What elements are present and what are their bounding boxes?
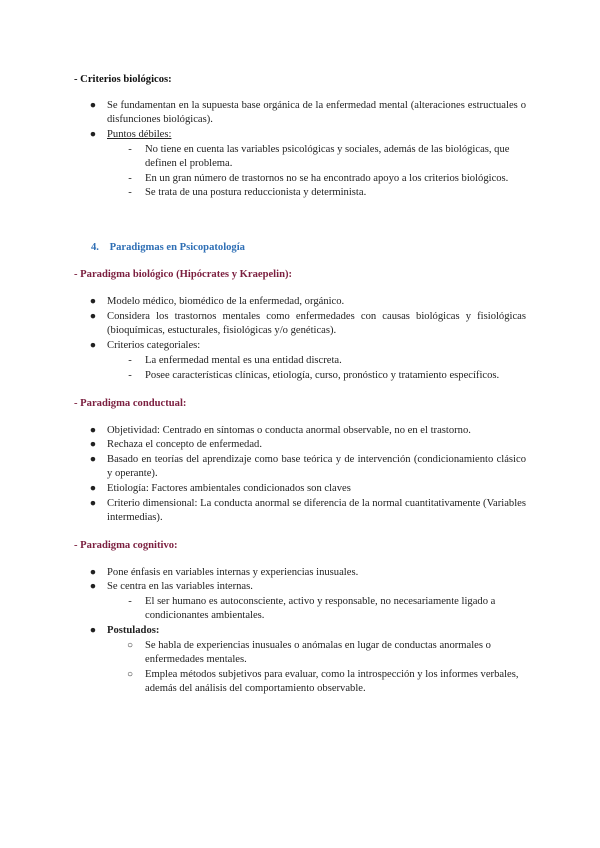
paradigma-conductual-heading: - Paradigma conductual: — [74, 398, 187, 409]
sub-list-item-text: No tiene en cuenta las variables psicológicas y sociales, además de las biológicas, que definen el problema. — [145, 144, 510, 169]
list-item-text: Criterios categoriales: — [107, 340, 201, 351]
list-item-text: Se fundamentan en la supuesta base orgánica de la enfermedad mental (alteraciones estructuales o disfunciones biológicas). — [107, 100, 526, 125]
bullet-icon: ● — [89, 311, 97, 322]
section-heading-paradigmas — [91, 241, 245, 255]
bullet-icon: ● — [89, 100, 97, 111]
bullet-icon: ● — [89, 567, 97, 578]
sub-list-item-text: La enfermedad mental es una entidad discreta. — [145, 355, 342, 366]
paradigma-cognitivo-heading: - Paradigma cognitivo: — [74, 540, 178, 551]
list-item-text: Criterio dimensional: La conducta anormal se diferencia de la normal cuantitativamente (Variables intermedias). — [107, 498, 526, 523]
dash-icon: - — [128, 187, 132, 198]
list-item-text: Modelo médico, biomédico de la enfermedad, orgánico. — [107, 296, 345, 307]
bullet-icon: ● — [89, 625, 97, 636]
paradigma-biologico-heading: - Paradigma biológico (Hipócrates y Kraepelin): — [74, 269, 293, 280]
dash-icon: - — [128, 370, 132, 381]
list-item-text: Se centra en las variables internas. — [107, 581, 253, 592]
list-item-text: Basado en teorías del aprendizaje como base teórica y de intervención (condicionamiento clásico y operante). — [107, 454, 526, 479]
section-number: 4. — [91, 242, 99, 253]
bullet-icon: ● — [89, 425, 97, 436]
bullet-icon: ● — [89, 483, 97, 494]
dash-icon: - — [128, 144, 132, 155]
list-item-text: Rechaza el concepto de enfermedad. — [107, 439, 262, 450]
sub-list-item-text: El ser humano es autoconsciente, activo y responsable, no necesariamente ligado a condicionantes ambientales. — [145, 596, 496, 621]
circle-icon: ○ — [126, 640, 134, 651]
list-item-text: Postulados: — [107, 625, 160, 636]
bullet-icon: ● — [89, 454, 97, 465]
list-item-text: Puntos débiles: — [107, 129, 172, 140]
list-item-text: Considera los trastornos mentales como enfermedades con causas biológicas y fisiológicas (bioquímicas, estucturales, fisiológicas y/o genéticas). — [107, 311, 526, 336]
bullet-icon: ● — [89, 129, 97, 140]
section-title: Paradigmas en Psicopatología — [109, 242, 245, 253]
list-item-text: Objetividad: Centrado en síntomas o conducta anormal observable, no en el trastorno. — [107, 425, 471, 436]
sub-list-item-text: Se trata de una postura reduccionista y determinista. — [145, 187, 367, 198]
bullet-icon: ● — [89, 439, 97, 450]
postulado-text: Emplea métodos subjetivos para evaluar, como la introspección y los informes verbales, además del análisis del comportamiento observable. — [145, 669, 519, 694]
criterios-biologicos-heading: - Criterios biológicos: — [74, 74, 172, 85]
bullet-icon: ● — [89, 581, 97, 592]
bullet-icon: ● — [89, 340, 97, 351]
sub-list-item-text: Posee características clínicas, etiología, curso, pronóstico y tratamiento específicos. — [145, 370, 500, 381]
list-item-text: Etiología: Factores ambientales condicionados son claves — [107, 483, 351, 494]
postulado-text: Se habla de experiencias inusuales o anómalas en lugar de conductas anormales o enfermedades mentales. — [145, 640, 491, 665]
list-item-text: Pone énfasis en variables internas y experiencias inusuales. — [107, 567, 359, 578]
dash-icon: - — [128, 355, 132, 366]
dash-icon: - — [128, 173, 132, 184]
sub-list-item-text: En un gran número de trastornos no se ha encontrado apoyo a los criterios biológicos. — [145, 173, 509, 184]
dash-icon: - — [128, 596, 132, 607]
circle-icon: ○ — [126, 669, 134, 680]
bullet-icon: ● — [89, 498, 97, 509]
bullet-icon: ● — [89, 296, 97, 307]
